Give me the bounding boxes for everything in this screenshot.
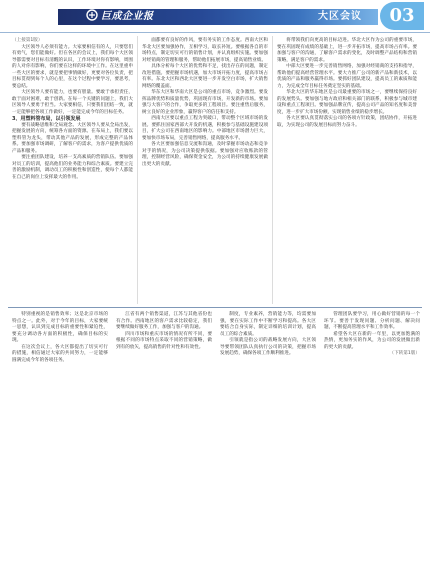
lower-paragraph: 希望各大区在新的一年里，以更加饱满的热情，更加务实的作风，为公司的发展做出新的更大的贡献。 (324, 331, 420, 350)
article-column-2 (142, 38, 268, 168)
col1-paragraph: 大区领导人必须有能力。大家要相信有的人，只要您们有勇气，您们能做好。但在各区的会议上，我们每个大区领导都需要对目标有清醒的认识，工作环境对你有影响，周围的人对你有影响，你们要在这样的环境中工作。在这里重申一些大区的要求，就是要把事情做好，更要对各位负责，把目标贯彻到每个人的心里，在这个过程中要学习，要思考，要总结。 (12, 44, 133, 89)
col1-paragraph: 大区领导人要有能力，也要有胆量。要敢于承担责任，敢于面对困难，敢于创新。在每一个关键的问题上，我们大区领导人要勇于担当。大家要相信，只要我们团结一致，就一定能够把各项工作做好，一定能完成今年的目标任务。 (12, 90, 133, 115)
col2-paragraph: 面都要有良好的作风，要有务实的工作态度。西南大区和华北大区要加强协作，互相学习，取长补短。要根据各自的市场特点，制定切实可行的销售计划，并认真组织实施。要加强对经销商的管理和服务，帮助他们拓展市场，提高销售业绩。 (142, 38, 268, 63)
col2-paragraph: 具体分析每个大区的优势和不足，找出存在的问题，制定改进措施。要把握市场机遇，加大市场开拓力度，提高市场占有率。东北大区和西北大区要进一步开发空白市场，扩大销售网络的覆盖面。 (142, 64, 268, 89)
col3-paragraph: 中部大区要进一步完善销售网络，加强对经销商的支持和指导，帮助他们提高经营管理水平。要大力推广公司的新产品和新技术，以优质的产品和服务赢得市场。要抓好团队建设，提高员工的素质和能力，为完成全年目标任务奠定坚实的基础。 (277, 64, 417, 89)
col3-paragraph: 将带领我们向更高的目标迈进。华北大区作为公司的重要市场，要在巩固现有成绩的基础上，进一步开拓市场，提高市场占有率。要加强与客户的沟通，了解客户需求的变化，及时调整产品结构和营销策略，满足客户的需求。 (277, 38, 417, 63)
column-divider (137, 36, 138, 304)
masthead-logo (86, 9, 154, 25)
col2-paragraph: 华东大区和华南大区是公司的重点市场，竞争激烈。要发挥品牌优势和质量优势，巩固现有市场，开发新的市场。要加强与大客户的合作，争取更多的工程项目。要注重售后服务，树立良好的企业形象，赢得客户的信任和支持。 (142, 90, 268, 115)
col2-paragraph: 西南大区要以重点工程为突破口，带动整个区域市场的发展。要抓住国家西部大开发的机遇，积极参与基础设施建设项目，扩大公司在西南地区的影响力。中部地区市场潜力巨大，要加快市场布局，完善销售网络，提高服务水平。 (142, 116, 268, 141)
article-subhead: 3、用塑料管布局，以引领发展 (12, 116, 81, 122)
lower-paragraph: 四川市场和重庆市场的情况有所不同，要根据不同的市场特点采取不同的营销策略，做到有的放矢，提高销售的针对性和有效性。 (116, 331, 212, 350)
section-title: 大区会议 (318, 11, 362, 22)
lower-column-2 (116, 312, 212, 351)
logo-text: 巨成企业报 (101, 11, 154, 22)
lower-column-1 (12, 312, 108, 364)
col1-paragraph: 要有战略思维和全局观念。大区领导人要从全局出发，把握发展的方向，统筹各方面的资源。在布局上，我们要以塑料管为龙头，带动其他产品的发展，形成完整的产品体系。要加强市场调研，了解客户的需求，为客户提供优质的产品和服务。 (12, 122, 133, 154)
lower-paragraph: 管理团队要学习，用心做好营销的每一个环节。要善于发现问题、分析问题、解决问题，不断提高管理水平和工作效率。 (324, 312, 420, 330)
article-column-1 (12, 38, 133, 181)
col1-paragraph: 要注重团队建设，培养一支高素质的营销队伍。要加强对员工的培训，提高他们的业务能力和综合素质。要建立完善的激励机制，调动员工的积极性和创造性，使每个人都能在自己的岗位上发挥最大的作用。 (12, 155, 133, 180)
lower-paragraph: 特别重视的是销售效率；这是北京市场的特点之一。此外，对于今年的目标，大家要统一思想，认识到完成目标的重要性和紧迫性，要充分调动各方面的积极性，确保目标的实现。 (12, 312, 108, 343)
lower-paragraph: 在这次会议上，各大区都提出了切实可行的措施，相信通过大家的共同努力，一定能够圆满完成今年的各项任务。 (12, 344, 108, 363)
logo-mark-icon (86, 9, 98, 21)
continued-to-tag: （下转第1版） (389, 351, 420, 356)
lower-column-3 (220, 312, 316, 358)
header-rule (0, 32, 430, 33)
section-rule (8, 307, 422, 308)
column-divider (272, 36, 273, 304)
article-column-3 (277, 38, 417, 129)
col3-paragraph: 各大区要认真贯彻落实公司的各项方针政策，团结协作，开拓进取，为实现公司的发展目标而努力奋斗。 (277, 116, 417, 128)
lower-paragraph: 江省有两个销售渠道，江苏与其他省份也有合作。西南地区的客户需求比较稳定，我们要继续做好服务工作，加强与客户的沟通。 (116, 312, 212, 330)
col2-paragraph: 各大区要加强信息交流和沟通，及时掌握市场动态和竞争对手的情况，为公司决策提供依据。要加强对应收账款的管理，控制经营风险，确保资金安全，为公司的持续健康发展做出更大的贡献。 (142, 142, 268, 167)
page-header (0, 0, 430, 32)
lower-paragraph: 制度，专业素养，营销能力等，均需要加强，要在实际工作中不断学习和提高。各大区要结合自身实际，制定详细的培训计划，提高员工的综合素质。 (220, 312, 316, 337)
page-number-badge: 03 (380, 2, 424, 30)
lower-paragraph: 引领就是指公司的战略发展方向，大区领导要带领团队认真执行公司的决策，把握市场发展趋势，确保各项工作顺利推进。 (220, 338, 316, 356)
continued-from-tag: （上接第1版） (12, 38, 43, 43)
col3-paragraph: 华北大区的华东地区是公司最重要的市场之一，要继续保持良好的发展势头。要加强与地方政府和相关部门的联系，积极参与城市建设和重点工程项目。要加强品牌宣传，提高公司产品的知名度和美誉度，进一步扩大市场份额，实现销售业绩的稳步增长。 (277, 90, 417, 115)
lower-column-4 (324, 312, 420, 358)
